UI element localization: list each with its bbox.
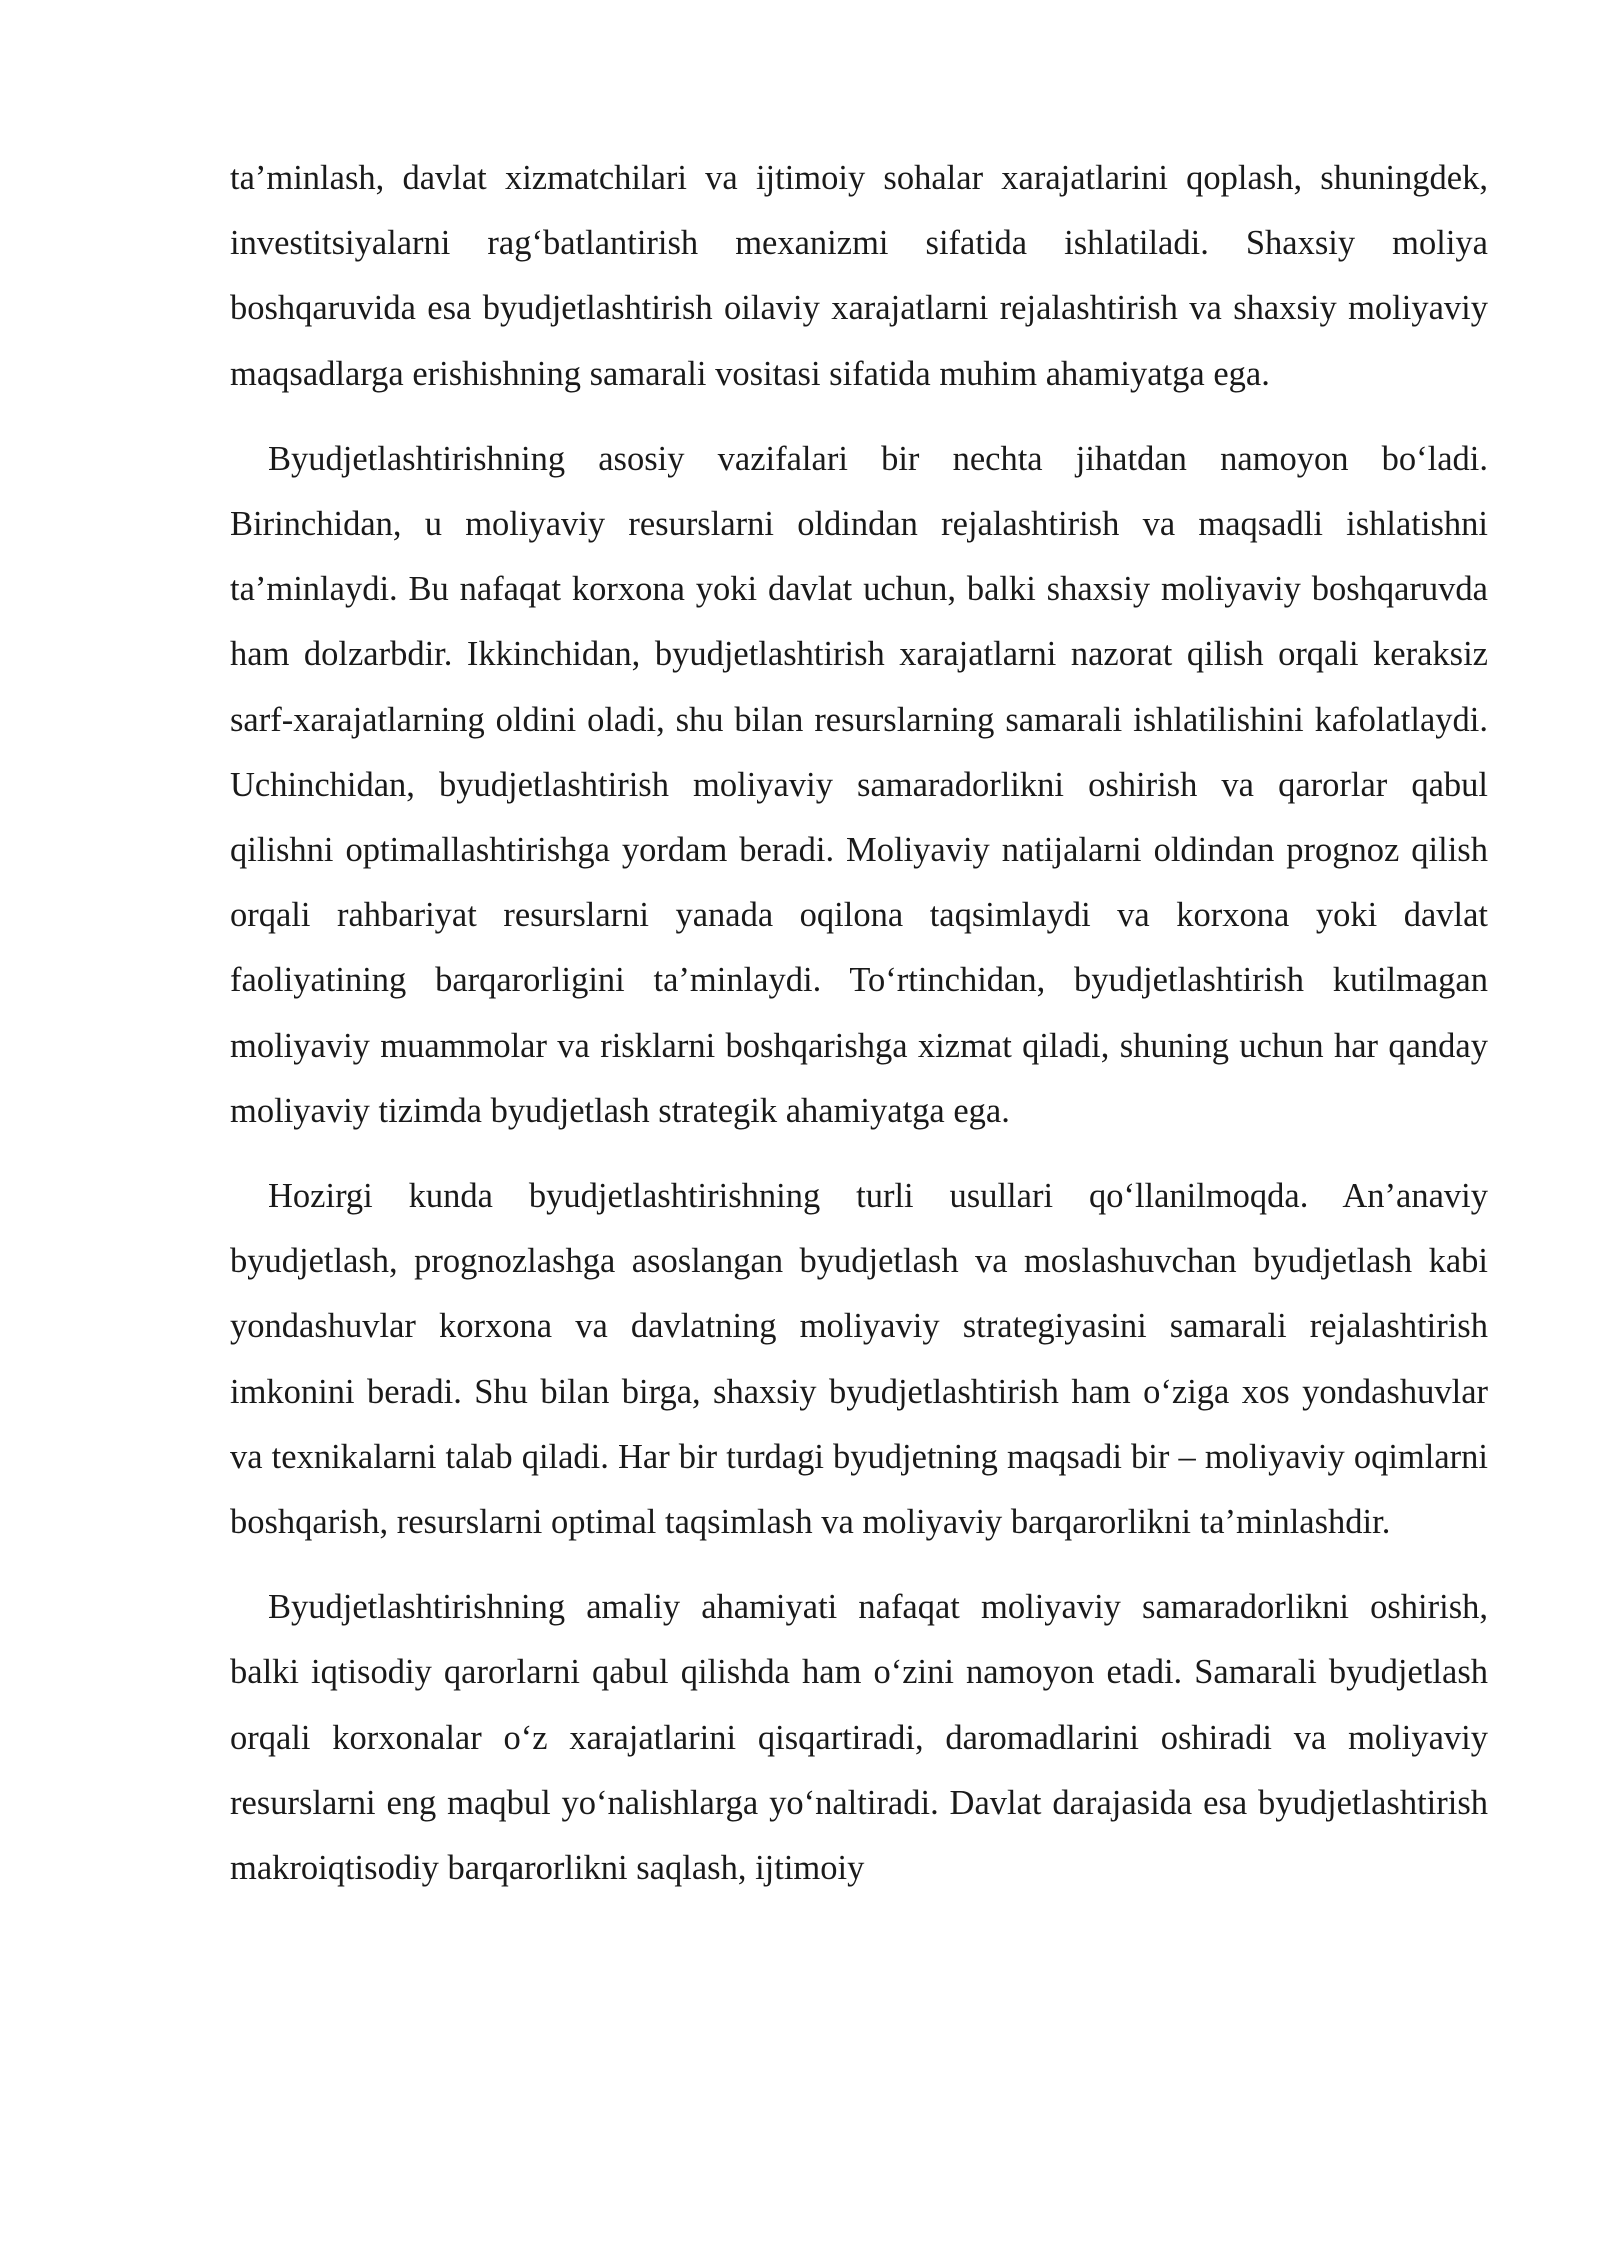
paragraph-practical-importance: Byudjetlashtirishning amaliy ahamiyati nafaqat moliyaviy samaradorlikni oshirish, balki iqtisodiy qarorlarni qabul qilishda ham o‘zini namoyon etadi. Samarali byudjetlash orqali korxonalar o‘z xarajatlarini qisqartiradi, daromadlarini oshiradi va moliyaviy resurslarni eng maqbul yo‘nalishlarga yo‘naltiradi. Davlat darajasida esa byudjetlashtirish makroiqtisodiy barqarorlikni saqlash, ijtimoiy — [230, 1588, 1488, 1888]
paragraph-budget-methods: Hozirgi kunda byudjetlashtirishning turli usullari qo‘llanilmoqda. An’anaviy byudjetlash, prognozlashga asoslangan byudjetlash va moslashuvchan byudjetlash kabi yondashuvlar korxona va davlatning moliyaviy strategiyasini samarali rejalashtirish imkonini beradi. Shu bilan birga, shaxsiy byudjetlashtirish ham o‘ziga xos yondashuvlar va texnikalarni talab qiladi. Har bir turdagi byudjetning maqsadi bir – moliyaviy oqimlarni boshqarish, resurslarni optimal taqsimlash va moliyaviy barqarorlikni ta’minlashdir. — [230, 1177, 1488, 1542]
paragraph-budget-functions: Byudjetlashtirishning asosiy vazifalari bir nechta jihatdan namoyon bo‘ladi. Birinchidan, u moliyaviy resurslarni oldindan rejalashtirish va maqsadli ishlatishni ta’minlaydi. Bu nafaqat korxona yoki davlat uchun, balki shaxsiy moliyaviy boshqaruvda ham dolzarbdir. Ikkinchidan, byudjetlashtirish xarajatlarni nazorat qilish orqali keraksiz sarf-xarajatlarning oldini oladi, shu bilan resurslarning samarali ishlatilishini kafolatlaydi. Uchinchidan, byudjetlashtirish moliyaviy samaradorlikni oshirish va qarorlar qabul qilishni optimallashtirishga yordam beradi. Moliyaviy natijalarni oldindan prognoz qilish orqali rahbariyat resurslarni yanada oqilona taqsimlaydi va korxona yoki davlat faoliyatining barqarorligini ta’minlaydi. To‘rtinchidan, byudjetlashtirish kutilmagan moliyaviy muammolar va risklarni boshqarishga xizmat qiladi, shuning uchun har qanday moliyaviy tizimda byudjetlash strategik ahamiyatga ega. — [230, 439, 1488, 1130]
document-page — [230, 146, 1488, 1921]
paragraph-continued: ta’minlash, davlat xizmatchilari va ijtimoiy sohalar xarajatlarini qoplash, shuningdek, investitsiyalarni rag‘batlantirish mexanizmi sifatida ishlatiladi. Shaxsiy moliya boshqaruvida esa byudjetlashtirish oilaviy xarajatlarni rejalashtirish va shaxsiy moliyaviy maqsadlarga erishishning samarali vositasi sifatida muhim ahamiyatga ega. — [230, 159, 1488, 393]
